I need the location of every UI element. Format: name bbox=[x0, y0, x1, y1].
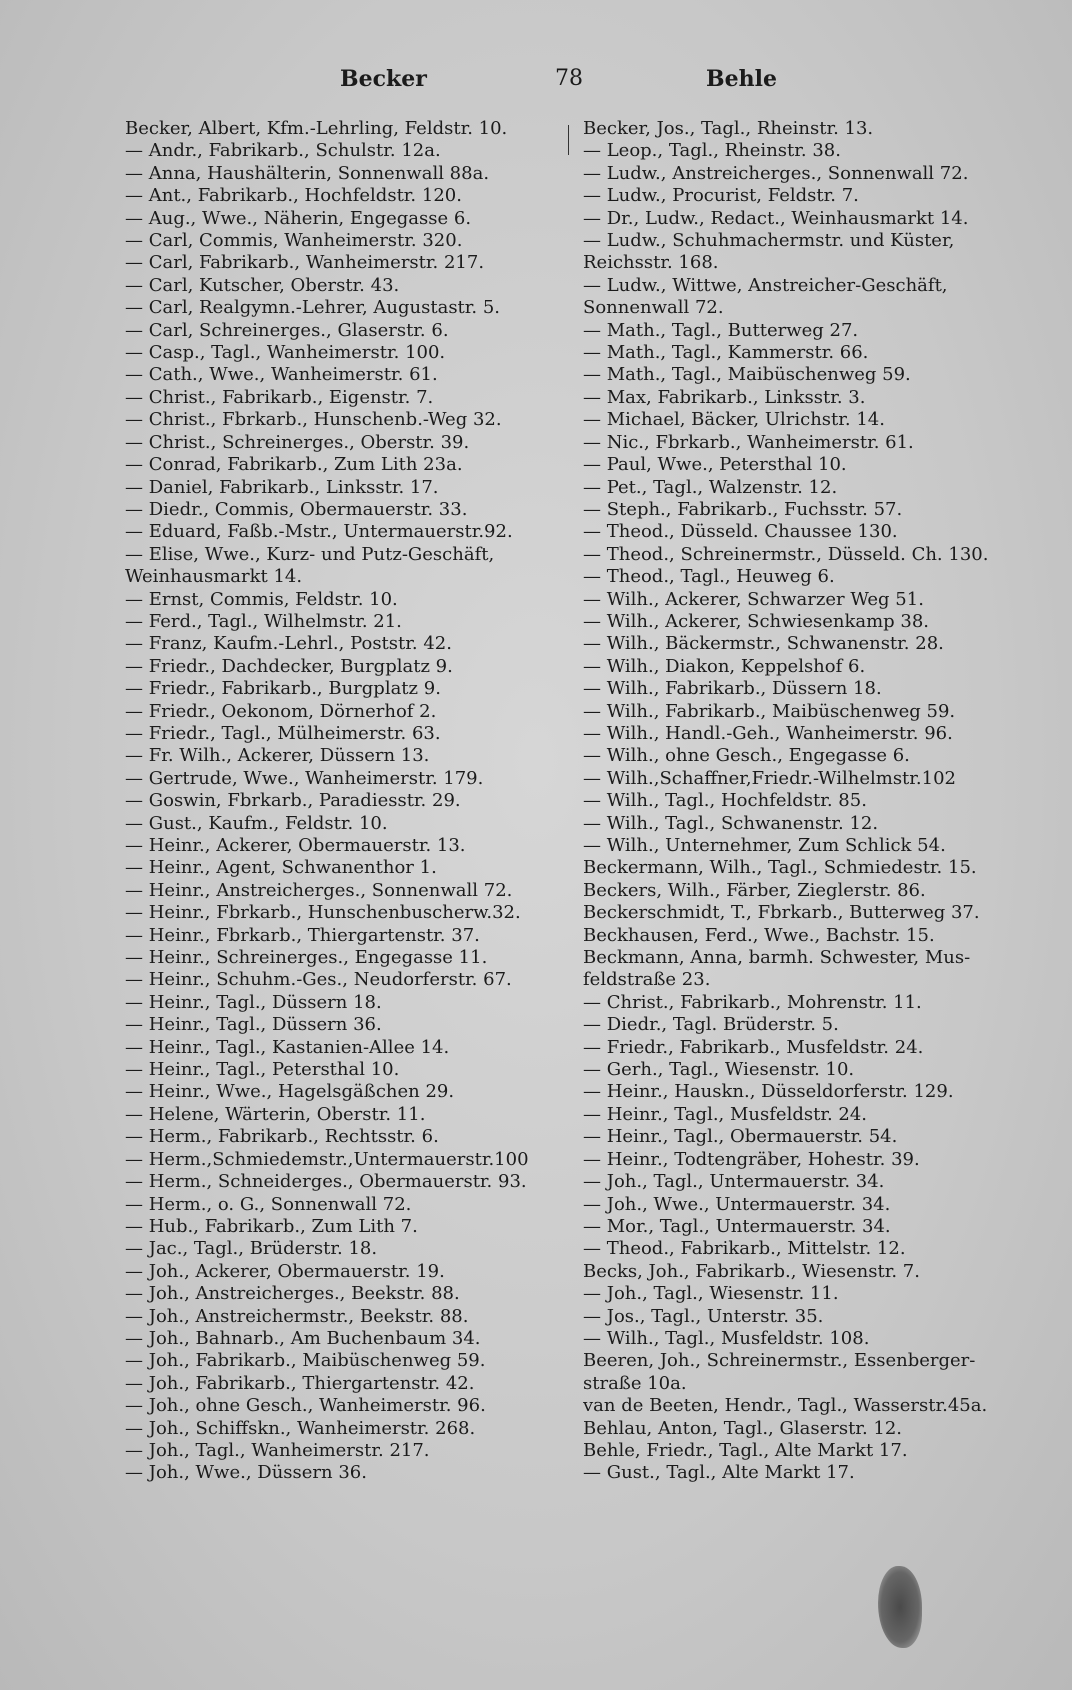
directory-entry: — Joh., Wwe., Untermauerstr. 34. bbox=[583, 1193, 891, 1215]
directory-entry: — Heinr., Tagl., Düssern 36. bbox=[125, 1014, 382, 1036]
directory-entry: — Carl, Fabrikarb., Wanheimerstr. 217. bbox=[125, 252, 485, 274]
directory-entry: — Heinr., Tagl., Kastanien-Allee 14. bbox=[125, 1036, 450, 1058]
directory-entry: — Michael, Bäcker, Ulrichstr. 14. bbox=[583, 409, 885, 431]
directory-entry: — Heinr., Wwe., Hagelsgäßchen 29. bbox=[125, 1081, 455, 1103]
directory-entry: — Heinr., Ackerer, Obermauerstr. 13. bbox=[125, 835, 466, 856]
directory-entry: — Heinr., Tagl., Obermauerstr. 54. bbox=[583, 1126, 898, 1148]
directory-entry: — Wilh.,Schaffner,Friedr.-Wilhelmstr.102 bbox=[583, 767, 956, 789]
directory-entry: — Diedr., Tagl. Brüderstr. 5. bbox=[583, 1014, 839, 1036]
directory-entry: Beckermann, Wilh., Tagl., Schmiedestr. 15. bbox=[583, 857, 977, 879]
directory-entry: — Eduard, Faßb.-Mstr., Untermauerstr.92. bbox=[125, 521, 513, 543]
directory-entry: — Andr., Fabrikarb., Schulstr. 12a. bbox=[125, 140, 441, 162]
directory-entry: Becks, Joh., Fabrikarb., Wiesenstr. 7. bbox=[583, 1260, 920, 1282]
directory-entry: — Anna, Haushälterin, Sonnenwall 88a. bbox=[125, 162, 490, 184]
directory-entry: — Heinr., Hauskn., Düsseldorferstr. 129. bbox=[583, 1081, 954, 1103]
directory-entry: — Jac., Tagl., Brüderstr. 18. bbox=[125, 1238, 378, 1260]
directory-entry: — Christ., Schreinerges., Oberstr. 39. bbox=[125, 431, 470, 453]
header-right-keyword: Behle bbox=[706, 66, 777, 92]
directory-entry: — Gust., Tagl., Alte Markt 17. bbox=[583, 1462, 855, 1484]
directory-entry: Becker, Jos., Tagl., Rheinstr. 13. bbox=[583, 118, 874, 139]
directory-entry: — Paul, Wwe., Petersthal 10. bbox=[583, 454, 847, 476]
directory-entry: — Wilh., Tagl., Schwanenstr. 12. bbox=[583, 812, 879, 834]
directory-entry: — Joh., Bahnarb., Am Buchenbaum 34. bbox=[125, 1327, 481, 1349]
directory-entry: — Wilh., Diakon, Keppelshof 6. bbox=[583, 655, 866, 677]
directory-entry: — Hub., Fabrikarb., Zum Lith 7. bbox=[125, 1215, 418, 1237]
directory-entry: — Theod., Tagl., Heuweg 6. bbox=[583, 566, 835, 588]
directory-entry: feldstraße 23. bbox=[583, 969, 711, 991]
directory-entry: — Friedr., Fabrikarb., Musfeldstr. 24. bbox=[583, 1036, 924, 1058]
directory-entry: — Joh., Anstreicherges., Beekstr. 88. bbox=[125, 1283, 460, 1305]
directory-entry: — Joh., Tagl., Wanheimerstr. 217. bbox=[125, 1439, 430, 1461]
directory-entry: — Elise, Wwe., Kurz- und Putz-Geschäft, bbox=[125, 543, 495, 565]
directory-entry: — Wilh., Fabrikarb., Düssern 18. bbox=[583, 678, 882, 700]
directory-entry: — Carl, Realgymn.-Lehrer, Augustastr. 5. bbox=[125, 297, 501, 319]
directory-entry: — Ludw., Procurist, Feldstr. 7. bbox=[583, 185, 859, 207]
directory-entry: — Gertrude, Wwe., Wanheimerstr. 179. bbox=[125, 767, 484, 789]
ink-smudge bbox=[878, 1566, 922, 1648]
directory-entry: — Herm.,Schmiedemstr.,Untermauerstr.100 bbox=[125, 1148, 529, 1170]
directory-entry: — Gerh., Tagl., Wiesenstr. 10. bbox=[583, 1059, 855, 1081]
directory-entry: — Mor., Tagl., Untermauerstr. 34. bbox=[583, 1215, 891, 1237]
directory-entry: straße 10a. bbox=[583, 1372, 687, 1394]
directory-entry: Behlau, Anton, Tagl., Glaserstr. 12. bbox=[583, 1417, 903, 1439]
directory-entry: — Heinr., Tagl., Düssern 18. bbox=[125, 991, 382, 1013]
directory-entry: — Wilh., ohne Gesch., Engegasse 6. bbox=[583, 745, 910, 767]
directory-entry: — Herm., Schneiderges., Obermauerstr. 93. bbox=[125, 1171, 527, 1193]
directory-entry: — Goswin, Fbrkarb., Paradiesstr. 29. bbox=[125, 790, 461, 812]
directory-entry: — Heinr., Agent, Schwanenthor 1. bbox=[125, 857, 437, 879]
directory-entry: — Friedr., Tagl., Mülheimerstr. 63. bbox=[125, 722, 441, 744]
directory-entry: — Franz, Kaufm.-Lehrl., Poststr. 42. bbox=[125, 633, 452, 655]
directory-entry: — Wilh., Fabrikarb., Maibüschenweg 59. bbox=[583, 700, 956, 722]
directory-entry: — Diedr., Commis, Obermauerstr. 33. bbox=[125, 498, 468, 520]
directory-entry: Weinhausmarkt 14. bbox=[125, 566, 303, 588]
directory-entry: — Ferd., Tagl., Wilhelmstr. 21. bbox=[125, 610, 402, 632]
directory-entry: — Friedr., Oekonom, Dörnerhof 2. bbox=[125, 700, 437, 722]
directory-entry: — Max, Fabrikarb., Linksstr. 3. bbox=[583, 386, 866, 408]
directory-entry: — Joh., Schiffskn., Wanheimerstr. 268. bbox=[125, 1417, 476, 1439]
directory-entry: — Dr., Ludw., Redact., Weinhausmarkt 14. bbox=[583, 207, 969, 229]
directory-entry: — Cath., Wwe., Wanheimerstr. 61. bbox=[125, 364, 438, 386]
directory-entry: — Aug., Wwe., Näherin, Engegasse 6. bbox=[125, 207, 472, 229]
directory-entry: — Wilh., Tagl., Musfeldstr. 108. bbox=[583, 1327, 870, 1349]
directory-entry: — Carl, Commis, Wanheimerstr. 320. bbox=[125, 230, 463, 252]
directory-entry: Sonnenwall 72. bbox=[583, 297, 724, 319]
directory-entry: — Herm., o. G., Sonnenwall 72. bbox=[125, 1193, 412, 1215]
directory-entry: — Pet., Tagl., Walzenstr. 12. bbox=[583, 476, 838, 498]
directory-entry: — Joh., ohne Gesch., Wanheimerstr. 96. bbox=[125, 1395, 486, 1417]
directory-entry: Behle, Friedr., Tagl., Alte Markt 17. bbox=[583, 1439, 908, 1461]
directory-entry: — Math., Tagl., Kammerstr. 66. bbox=[583, 342, 869, 364]
directory-entry: van de Beeten, Hendr., Tagl., Wasserstr.45a. bbox=[583, 1395, 988, 1417]
directory-entry: Beeren, Joh., Schreinermstr., Essenberger- bbox=[583, 1350, 976, 1372]
directory-entry: — Casp., Tagl., Wanheimerstr. 100. bbox=[125, 342, 446, 364]
directory-entry: — Wilh., Ackerer, Schwarzer Weg 51. bbox=[583, 588, 924, 610]
directory-entry: — Christ., Fabrikarb., Mohrenstr. 11. bbox=[583, 991, 922, 1013]
directory-entry: Beckhausen, Ferd., Wwe., Bachstr. 15. bbox=[583, 924, 935, 946]
directory-entry: — Joh., Anstreichermstr., Beekstr. 88. bbox=[125, 1305, 469, 1327]
directory-entry: — Joh., Ackerer, Obermauerstr. 19. bbox=[125, 1260, 445, 1282]
directory-entry: — Theod., Fabrikarb., Mittelstr. 12. bbox=[583, 1238, 906, 1260]
directory-entry: — Theod., Schreinermstr., Düsseld. Ch. 130. bbox=[583, 543, 989, 565]
directory-entry: — Math., Tagl., Maibüschenweg 59. bbox=[583, 364, 911, 386]
directory-entry: — Ludw., Schuhmachermstr. und Küster, bbox=[583, 230, 955, 252]
right-column bbox=[583, 118, 1023, 1485]
directory-entry: — Carl, Schreinerges., Glaserstr. 6. bbox=[125, 319, 449, 341]
directory-entry: — Ernst, Commis, Feldstr. 10. bbox=[125, 588, 398, 610]
directory-entry: — Heinr., Fbrkarb., Hunschenbuscherw.32. bbox=[125, 902, 521, 924]
page-header bbox=[0, 66, 1072, 106]
directory-entry: — Christ., Fbrkarb., Hunschenb.-Weg 32. bbox=[125, 409, 502, 431]
directory-entry: — Heinr., Tagl., Musfeldstr. 24. bbox=[583, 1103, 868, 1125]
directory-entry: — Heinr., Anstreicherges., Sonnenwall 72. bbox=[125, 879, 513, 901]
directory-entry: — Wilh., Bäckermstr., Schwanenstr. 28. bbox=[583, 633, 944, 655]
left-column bbox=[125, 118, 570, 1485]
directory-entry: — Daniel, Fabrikarb., Linksstr. 17. bbox=[125, 476, 439, 498]
directory-entry: — Wilh., Handl.-Geh., Wanheimerstr. 96. bbox=[583, 722, 953, 744]
directory-entry: — Gust., Kaufm., Feldstr. 10. bbox=[125, 812, 388, 834]
directory-entry: — Wilh., Tagl., Hochfeldstr. 85. bbox=[583, 790, 867, 812]
directory-entry: — Fr. Wilh., Ackerer, Düssern 13. bbox=[125, 745, 430, 767]
page-number: 78 bbox=[555, 66, 583, 91]
directory-entry: Reichsstr. 168. bbox=[583, 252, 719, 274]
directory-entry: Becker, Albert, Kfm.-Lehrling, Feldstr. 10. bbox=[125, 118, 508, 139]
directory-entry: — Joh., Fabrikarb., Maibüschenweg 59. bbox=[125, 1350, 486, 1372]
directory-entry: — Joh., Wwe., Düssern 36. bbox=[125, 1462, 367, 1484]
directory-entry: Beckmann, Anna, barmh. Schwester, Mus- bbox=[583, 947, 971, 969]
directory-entry: — Conrad, Fabrikarb., Zum Lith 23a. bbox=[125, 454, 463, 476]
directory-entry: — Steph., Fabrikarb., Fuchsstr. 57. bbox=[583, 498, 903, 520]
directory-entry: — Heinr., Schuhm.-Ges., Neudorferstr. 67. bbox=[125, 969, 512, 991]
directory-entry: — Ant., Fabrikarb., Hochfeldstr. 120. bbox=[125, 185, 462, 207]
directory-entry: — Wilh., Unternehmer, Zum Schlick 54. bbox=[583, 835, 946, 856]
directory-entry: — Joh., Fabrikarb., Thiergartenstr. 42. bbox=[125, 1372, 475, 1394]
header-left-keyword: Becker bbox=[340, 66, 427, 92]
directory-entry: — Ludw., Wittwe, Anstreicher-Geschäft, bbox=[583, 274, 948, 296]
directory-entry: — Heinr., Schreinerges., Engegasse 11. bbox=[125, 947, 488, 969]
directory-entry: Beckers, Wilh., Färber, Zieglerstr. 86. bbox=[583, 879, 926, 901]
directory-entry: — Heinr., Todtengräber, Hohestr. 39. bbox=[583, 1148, 920, 1170]
directory-entry: — Wilh., Ackerer, Schwiesenkamp 38. bbox=[583, 610, 930, 632]
directory-entry: — Friedr., Fabrikarb., Burgplatz 9. bbox=[125, 678, 441, 700]
directory-entry: — Theod., Düsseld. Chaussee 130. bbox=[583, 521, 898, 543]
directory-entry: — Heinr., Tagl., Petersthal 10. bbox=[125, 1059, 400, 1081]
directory-entry: — Christ., Fabrikarb., Eigenstr. 7. bbox=[125, 386, 434, 408]
directory-entry: — Herm., Fabrikarb., Rechtsstr. 6. bbox=[125, 1126, 439, 1148]
directory-entry: — Friedr., Dachdecker, Burgplatz 9. bbox=[125, 655, 453, 677]
directory-entry: — Math., Tagl., Butterweg 27. bbox=[583, 319, 859, 341]
directory-entry: — Helene, Wärterin, Oberstr. 11. bbox=[125, 1103, 426, 1125]
directory-entry: — Heinr., Fbrkarb., Thiergartenstr. 37. bbox=[125, 924, 480, 946]
directory-entry: — Joh., Tagl., Untermauerstr. 34. bbox=[583, 1171, 885, 1193]
directory-entry: Beckerschmidt, T., Fbrkarb., Butterweg 37. bbox=[583, 902, 980, 924]
directory-entry: — Nic., Fbrkarb., Wanheimerstr. 61. bbox=[583, 431, 914, 453]
directory-entry: — Jos., Tagl., Unterstr. 35. bbox=[583, 1305, 824, 1327]
directory-entry: — Joh., Tagl., Wiesenstr. 11. bbox=[583, 1283, 839, 1305]
directory-entry: — Leop., Tagl., Rheinstr. 38. bbox=[583, 140, 841, 162]
directory-entry: — Ludw., Anstreicherges., Sonnenwall 72. bbox=[583, 162, 969, 184]
directory-entry: — Carl, Kutscher, Oberstr. 43. bbox=[125, 274, 400, 296]
